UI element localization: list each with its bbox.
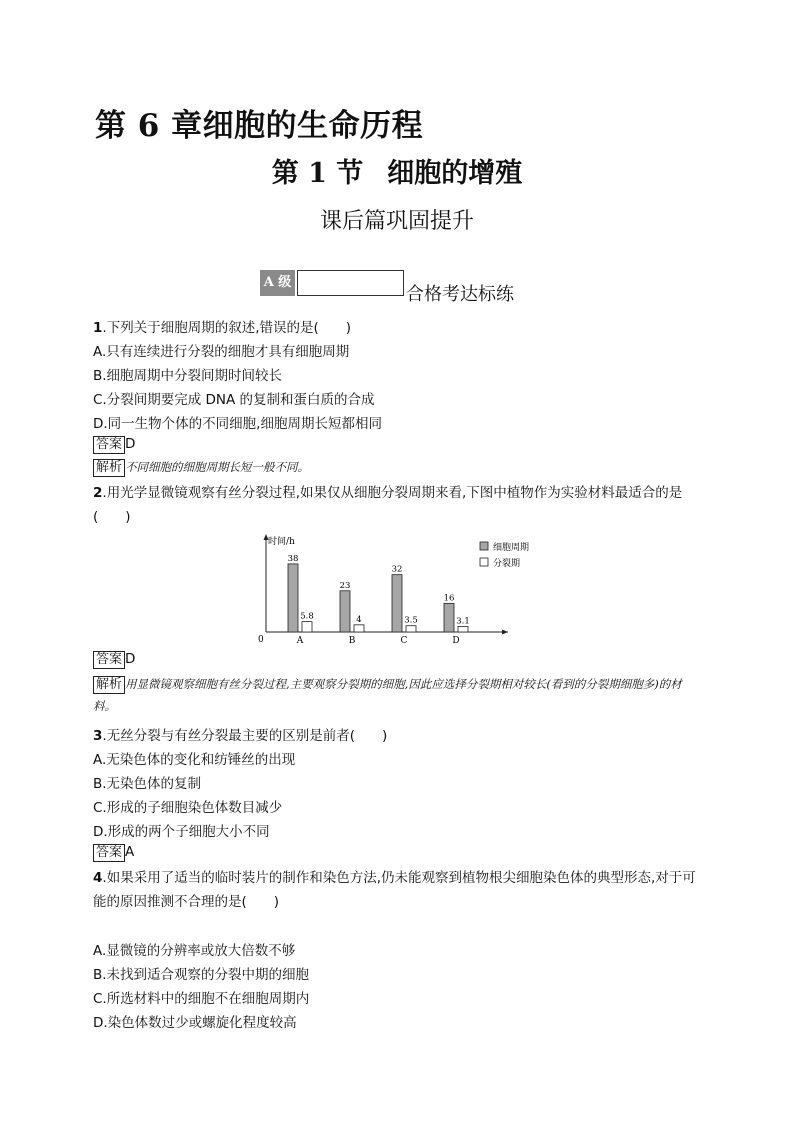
question-number: 2 xyxy=(93,485,103,501)
analysis-text: 不同细胞的细胞周期长短一般不同。 xyxy=(125,460,310,474)
question-number: 4 xyxy=(93,870,103,886)
question-3-stem xyxy=(93,724,387,744)
bar xyxy=(458,626,468,632)
legend-label: 分裂期 xyxy=(493,559,521,569)
bar-value-label: 5.8 xyxy=(300,611,314,622)
bar-value-label: 3.1 xyxy=(456,616,470,627)
bar xyxy=(406,626,416,632)
bar-value-label: 3.5 xyxy=(404,615,418,626)
bar-value-label: 16 xyxy=(443,593,455,604)
bar xyxy=(392,575,402,632)
q3-option-d: D.形成的两个子细胞大小不同 xyxy=(93,824,270,840)
answer-tag: 答案 xyxy=(93,651,125,669)
q2-answer xyxy=(93,651,135,669)
legend-swatch xyxy=(480,558,488,566)
question-text: .用光学显微镜观察有丝分裂过程,如果仅从细胞分裂周期来看,下图中植物作为实验材料最适合的是( ) xyxy=(93,485,683,525)
legend-swatch xyxy=(480,542,488,550)
q1-option-d: D.同一生物个体的不同细胞,细胞周期长短都相同 xyxy=(93,416,382,432)
x-tick-label: B xyxy=(348,636,356,646)
question-4-stem xyxy=(93,866,703,914)
bar xyxy=(354,625,364,632)
q1-analysis xyxy=(93,459,309,477)
answer-value: D xyxy=(125,436,136,452)
q4-option-d: D.染色体数过少或螺旋化程度较高 xyxy=(93,1015,297,1031)
bar xyxy=(340,591,350,632)
cell-cycle-bar-chart xyxy=(250,528,530,646)
bar xyxy=(302,622,312,632)
bar xyxy=(444,603,454,632)
question-number: 1 xyxy=(93,320,103,336)
q1-option-a: A.只有连续进行分裂的细胞才具有细胞周期 xyxy=(93,344,350,360)
level-box xyxy=(297,270,404,296)
analysis-tag: 解析 xyxy=(93,459,125,477)
question-text: .如果采用了适当的临时装片的制作和染色方法,仍未能观察到植物根尖细胞染色体的典型形态,对于可能的原因推测不合理的是( ) xyxy=(93,870,696,910)
x-tick-label: A xyxy=(296,636,304,646)
q1-option-b: B.细胞周期中分裂间期时间较长 xyxy=(93,368,283,384)
x-axis-arrow xyxy=(502,630,508,635)
q3-answer xyxy=(93,844,134,862)
x-tick-label: C xyxy=(400,636,408,646)
question-number: 3 xyxy=(93,728,103,744)
section-title xyxy=(0,151,794,190)
bar-value-label: 4 xyxy=(356,614,362,625)
answer-tag: 答案 xyxy=(93,436,125,454)
origin-label: 0 xyxy=(258,635,264,645)
y-axis-label: 时间/h xyxy=(268,537,295,547)
q3-option-b: B.无染色体的复制 xyxy=(93,776,202,792)
section-name: 细胞的增殖 xyxy=(387,158,523,189)
answer-tag: 答案 xyxy=(93,844,125,862)
bar-value-label: 32 xyxy=(391,564,403,575)
section-number: 第 1 节 xyxy=(271,158,364,189)
q1-answer xyxy=(93,436,135,454)
legend-label: 细胞周期 xyxy=(493,543,530,553)
q3-option-a: A.无染色体的变化和纺锤丝的出现 xyxy=(93,752,296,768)
question-text: .无丝分裂与有丝分裂最主要的区别是前者( ) xyxy=(102,728,388,744)
level-badge: A 级 xyxy=(260,270,295,296)
q3-option-c: C.形成的子细胞染色体数目减少 xyxy=(93,800,283,816)
page-subtitle: 课后篇巩固提升 xyxy=(319,209,474,234)
q4-option-c: C.所选材料中的细胞不在细胞周期内 xyxy=(93,991,310,1007)
question-text: .下列关于细胞周期的叙述,错误的是( ) xyxy=(102,320,352,336)
q4-option-b: B.未找到适合观察的分裂中期的细胞 xyxy=(93,967,310,983)
q4-option-a: A.显微镜的分辨率或放大倍数不够 xyxy=(93,943,296,959)
analysis-tag: 解析 xyxy=(93,676,125,694)
analysis-text: 用显微镜观察细胞有丝分裂过程,主要观察分裂期的细胞,因此应选择分裂期相对较长(看到的分裂期细胞多)的材料。 xyxy=(93,677,682,713)
bar-value-label: 38 xyxy=(287,553,299,564)
answer-value: D xyxy=(125,651,136,667)
question-2-stem xyxy=(93,481,703,529)
level-text: 合格考达标练 xyxy=(406,284,514,305)
q2-analysis xyxy=(93,673,703,717)
bar-value-label: 23 xyxy=(339,580,351,591)
q1-option-c: C.分裂间期要完成 DNA 的复制和蛋白质的合成 xyxy=(93,392,375,408)
x-tick-label: D xyxy=(452,636,460,646)
answer-value: A xyxy=(125,844,135,860)
question-1-stem xyxy=(93,316,351,336)
bar xyxy=(288,564,298,632)
chapter-title: 第 6 章细胞的生命历程 xyxy=(95,108,424,144)
